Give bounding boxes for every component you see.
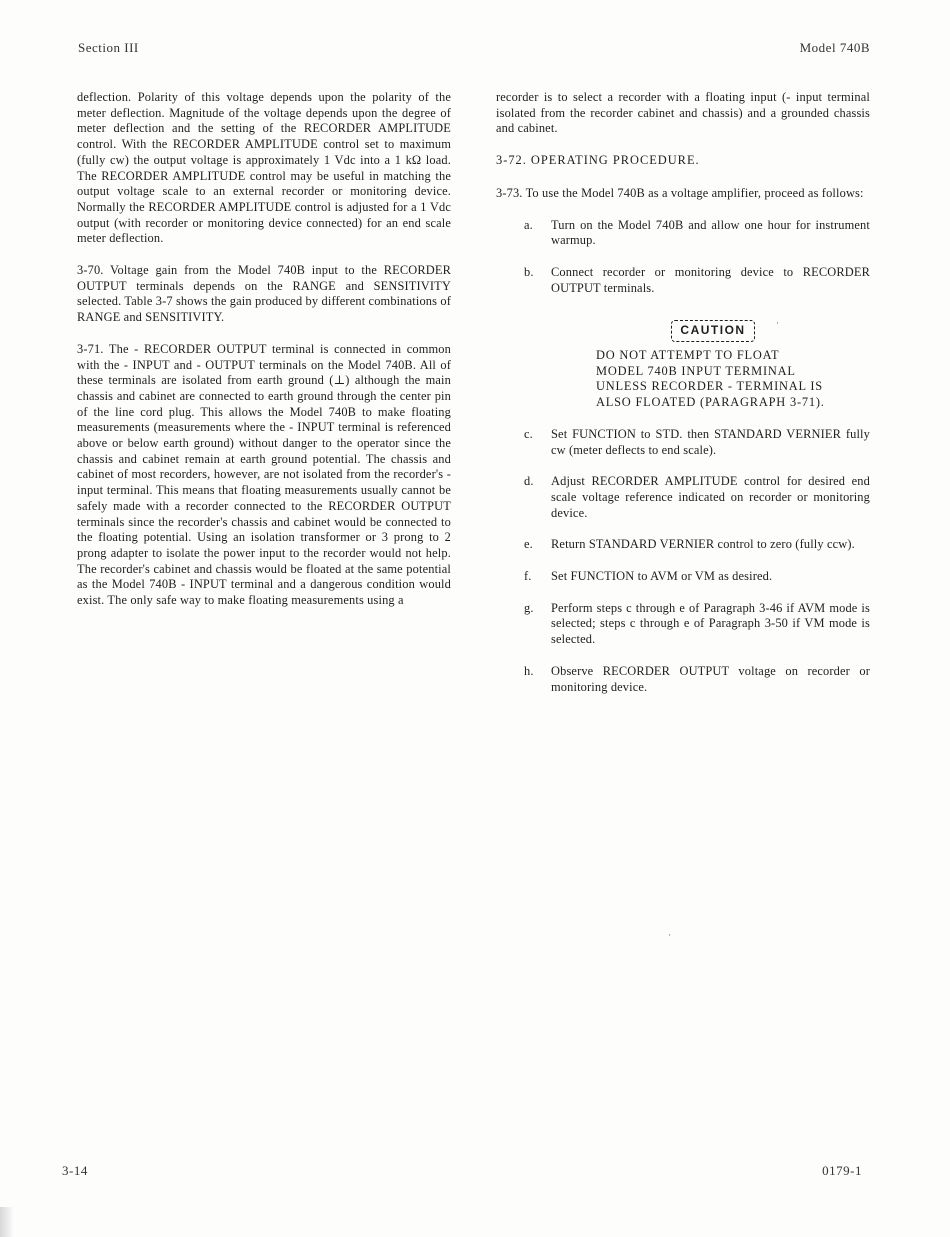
procedure-steps — [496, 218, 870, 297]
procedure-step-f — [496, 569, 870, 585]
document-number: 0179-1 — [822, 1163, 862, 1178]
page-number: 3-14 — [62, 1163, 88, 1178]
step-letter: e. — [524, 537, 533, 552]
procedure-step-c — [496, 427, 870, 458]
step-text: Return STANDARD VERNIER control to zero (fully ccw). — [551, 537, 855, 552]
step-text: Set FUNCTION to STD. then STANDARD VERNIER fully cw (meter deflects to end scale). — [551, 426, 870, 457]
step-letter: b. — [524, 264, 534, 279]
step-text: Turn on the Model 740B and allow one hour for instrument warmup. — [551, 217, 870, 248]
scan-edge-shadow — [0, 1207, 14, 1237]
procedure-step-b — [496, 265, 870, 296]
step-letter: d. — [524, 474, 534, 489]
section-heading-operating-procedure: 3-72. OPERATING PROCEDURE. — [496, 153, 700, 168]
step-letter: c. — [524, 426, 533, 441]
scan-speck: · — [668, 930, 671, 940]
left-column — [77, 90, 451, 625]
step-text: Adjust RECORDER AMPLITUDE control for desired end scale voltage reference indicated on recorder or monitoring device. — [551, 474, 870, 520]
right-column — [496, 90, 870, 711]
step-letter: a. — [524, 217, 533, 232]
step-text: Perform steps c through e of Paragraph 3-46 if AVM mode is selected; steps c through e of Paragraph 3-50 if VM mode is selected. — [551, 600, 870, 647]
step-text: Set FUNCTION to AVM or VM as desired. — [551, 569, 773, 584]
procedure-steps-continued — [496, 427, 870, 695]
model-header: Model 740B — [799, 40, 870, 55]
caution-text: DO NOT ATTEMPT TO FLOAT MODEL 740B INPUT TERMINAL UNLESS RECORDER - TERMINAL IS ALSO FLOATED (PARAGRAPH 3-71). — [596, 348, 825, 410]
section-header: Section III — [78, 40, 139, 55]
paragraph-3-73: 3-73. To use the Model 740B as a voltage amplifier, proceed as follows: — [496, 185, 864, 200]
caution-label: CAUTION — [671, 320, 754, 342]
step-text: Observe RECORDER OUTPUT voltage on recorder or monitoring device. — [551, 663, 870, 694]
procedure-step-a — [496, 218, 870, 249]
paragraph-deflection: deflection. Polarity of this voltage depends upon the polarity of the meter deflection. Magnitude of the voltage depends upon the degree of meter deflection and the setting of the RECORDER AMPLITUDE control. With the RECORDER AMPLITUDE control set to maximum (fully cw) the output voltage is approximately 1 Vdc into a 1 kΩ load. The RECORDER AMPLITUDE control may be useful in matching the output voltage scale to an external recorder or monitoring device. Normally the RECORDER AMPLITUDE control is adjusted for a 1 Vdc output (with recorder or monitoring device connected) for an end scale meter deflection. — [77, 90, 451, 246]
procedure-step-e — [496, 537, 870, 553]
step-letter: h. — [524, 663, 534, 678]
paragraph-3-71: 3-71. The - RECORDER OUTPUT terminal is connected in common with the - INPUT and - OUTPUT terminals on the Model 740B. All of these terminals are isolated from earth ground (⊥) although the main chassis and cabinet are connected to earth ground through the center pin of the line cord plug. This allows the Model 740B to make floating measurements (measurements where the - INPUT terminal is referenced above or below earth ground) without danger to the operator since the chassis and cabinet remain at earth ground potential. The chassis and cabinet of most recorders, however, are not isolated from the recorder's - input terminal. This means that floating measurements usually cannot be safely made with a recorder connected to the RECORDER OUTPUT terminals since the recorder's chassis and cabinet would be connected to the floating potential. Using an isolation transformer or 3 prong to 2 prong adapter to isolate the power input to the recorder would not help. The recorder's cabinet and chassis would be floated at the same potential as the Model 740B - INPUT terminal and a dangerous condition would exist. The only safe way to make floating measurements using a — [77, 341, 451, 608]
paragraph-3-70: 3-70. Voltage gain from the Model 740B input to the RECORDER OUTPUT terminals depends on the RANGE and SENSITIVITY selected. Table 3-7 shows the gain produced by different combinations of RANGE and SENSITIVITY. — [77, 263, 451, 325]
step-letter: f. — [524, 569, 532, 584]
paragraph-recorder-floating: recorder is to select a recorder with a floating input (- input terminal isolated from the recorder cabinet and chassis) and a grounded chassis and cabinet. — [496, 90, 870, 136]
step-text: Connect recorder or monitoring device to RECORDER OUTPUT terminals. — [551, 264, 870, 295]
caution-box — [496, 320, 870, 342]
procedure-step-h — [496, 664, 870, 695]
procedure-step-g — [496, 601, 870, 648]
procedure-step-d — [496, 474, 870, 521]
scan-speck: · — [776, 318, 779, 328]
step-letter: g. — [524, 600, 534, 615]
